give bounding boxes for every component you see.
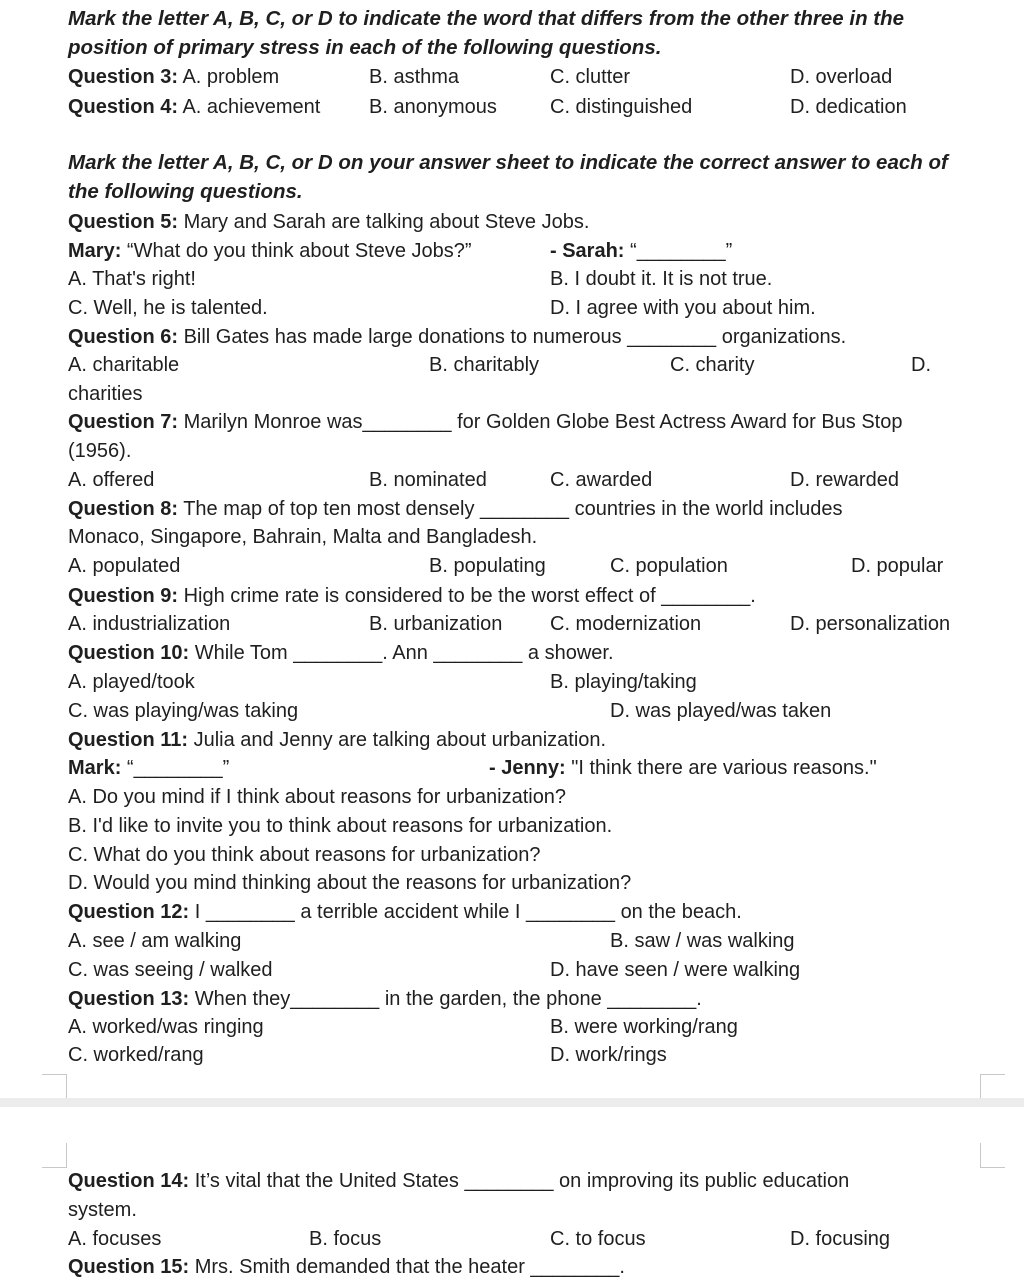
option-b: B. asthma: [369, 66, 460, 88]
question-text: While Tom ________. Ann ________ a shower.: [194, 642, 614, 664]
option-b: B. I'd like to invite you to think about reasons for urbanization.: [68, 815, 613, 837]
question-label: Question 4:: [68, 96, 179, 118]
question-8: [68, 496, 843, 522]
dialogue-line: [68, 238, 472, 264]
option-a: A. worked/was ringing: [68, 1016, 264, 1038]
question-text-continued: Monaco, Singapore, Bahrain, Malta and Bangladesh.: [68, 526, 538, 548]
option-d: D. rewarded: [790, 469, 899, 491]
instruction-line: the following questions.: [68, 180, 303, 203]
option-c: C. modernization: [550, 613, 702, 635]
option-b: B. charitably: [429, 354, 540, 376]
option-c: C. Well, he is talented.: [68, 297, 268, 319]
question-text: Bill Gates has made large donations to numerous ________ organizations.: [183, 326, 847, 348]
speaker: - Sarah:: [550, 240, 625, 262]
page-corner-mark: [42, 1074, 67, 1099]
page-break: [0, 1098, 1024, 1107]
option-b: B. I doubt it. It is not true.: [550, 268, 773, 290]
dialogue-text: “What do you think about Steve Jobs?”: [126, 240, 472, 262]
option-c: C. was seeing / walked: [68, 959, 273, 981]
question-text-continued: (1956).: [68, 440, 132, 462]
page-corner-mark: [980, 1074, 1005, 1099]
question-text: Mary and Sarah are talking about Steve Jobs.: [183, 211, 590, 233]
page-corner-mark: [980, 1143, 1005, 1168]
question-label: Question 12:: [68, 901, 190, 923]
question-5: [68, 209, 589, 235]
option-a: A. Do you mind if I think about reasons for urbanization?: [68, 786, 567, 808]
question-label: Question 5:: [68, 211, 179, 233]
question-label: Question 3:: [68, 66, 179, 88]
option-d: D. overload: [790, 66, 893, 88]
option-c: C. clutter: [550, 66, 631, 88]
option-c: C. charity: [670, 354, 755, 376]
question-text-continued: system.: [68, 1199, 137, 1221]
speaker: Mark:: [68, 757, 122, 779]
option-d: D. dedication: [790, 96, 907, 118]
option-d: D. Would you mind thinking about the reasons for urbanization?: [68, 872, 632, 894]
option-c: C. worked/rang: [68, 1044, 204, 1066]
speaker: - Jenny:: [489, 757, 566, 779]
option-d: D. popular: [851, 555, 944, 577]
option-b: B. urbanization: [369, 613, 503, 635]
dialogue-text: “________”: [630, 240, 733, 262]
option-c: C. distinguished: [550, 96, 693, 118]
option-b: B. saw / was walking: [610, 930, 795, 952]
dialogue-line: [68, 755, 229, 781]
question-label: Question 14:: [68, 1170, 190, 1192]
dialogue-line: [489, 755, 877, 781]
option-b: B. were working/rang: [550, 1016, 738, 1038]
question-text: Julia and Jenny are talking about urbanization.: [193, 729, 607, 751]
question-4: [68, 94, 320, 120]
option-b: B. anonymous: [369, 96, 497, 118]
question-text: When they________ in the garden, the phone ________.: [194, 988, 702, 1010]
question-6: [68, 324, 846, 350]
option-b: B. focus: [309, 1228, 382, 1250]
option-a: A. played/took: [68, 671, 195, 693]
question-label: Question 8:: [68, 498, 179, 520]
instruction-line: position of primary stress in each of the following questions.: [68, 36, 662, 59]
question-text: Marilyn Monroe was________ for Golden Globe Best Actress Award for Bus Stop: [183, 411, 903, 433]
option-d: D. work/rings: [550, 1044, 667, 1066]
question-label: Question 9:: [68, 585, 179, 607]
option-a: A. achievement: [182, 96, 321, 118]
question-label: Question 15:: [68, 1256, 190, 1278]
option-a: A. charitable: [68, 354, 180, 376]
option-c: C. to focus: [550, 1228, 646, 1250]
question-label: Question 6:: [68, 326, 179, 348]
dialogue-text: "I think there are various reasons.": [571, 757, 877, 779]
instruction-line: Mark the letter A, B, C, or D to indicate the word that differs from the other three in the: [68, 7, 905, 30]
instruction-line: Mark the letter A, B, C, or D on your answer sheet to indicate the correct answer to each of: [68, 151, 948, 174]
question-text: Mrs. Smith demanded that the heater ________.: [194, 1256, 625, 1278]
option-d: D. have seen / were walking: [550, 959, 801, 981]
option-d: D. I agree with you about him.: [550, 297, 816, 319]
option-b: B. playing/taking: [550, 671, 697, 693]
question-13: [68, 986, 702, 1012]
option-c: C. What do you think about reasons for urbanization?: [68, 844, 541, 866]
question-11: [68, 727, 606, 753]
option-b: B. populating: [429, 555, 546, 577]
option-c: C. was playing/was taking: [68, 700, 299, 722]
question-text: I ________ a terrible accident while I ________ on the beach.: [194, 901, 742, 923]
option-d: D. was played/was taken: [610, 700, 832, 722]
question-text: It’s vital that the United States ________ on improving its public education: [194, 1170, 850, 1192]
question-9: [68, 583, 756, 609]
option-d-letter: D.: [911, 354, 931, 376]
question-label: Question 13:: [68, 988, 190, 1010]
question-3: [68, 64, 279, 90]
option-d: D. personalization: [790, 613, 951, 635]
option-c: C. population: [610, 555, 728, 577]
question-7: [68, 409, 902, 435]
option-d: D. focusing: [790, 1228, 891, 1250]
question-10: [68, 640, 614, 666]
speaker: Mary:: [68, 240, 122, 262]
page-corner-mark: [42, 1143, 67, 1168]
option-c: C. awarded: [550, 469, 653, 491]
option-a: A. focuses: [68, 1228, 162, 1250]
option-b: B. nominated: [369, 469, 487, 491]
question-12: [68, 899, 742, 925]
option-a: A. populated: [68, 555, 181, 577]
option-a: A. That's right!: [68, 268, 196, 290]
option-a: A. industrialization: [68, 613, 231, 635]
option-d-text: charities: [68, 383, 143, 405]
question-text: High crime rate is considered to be the worst effect of ________.: [183, 585, 756, 607]
question-label: Question 11:: [68, 729, 189, 751]
dialogue-line: [550, 238, 732, 264]
option-a: A. see / am walking: [68, 930, 242, 952]
question-label: Question 7:: [68, 411, 179, 433]
option-a: A. problem: [182, 66, 280, 88]
question-15: [68, 1254, 625, 1280]
question-label: Question 10:: [68, 642, 190, 664]
option-a: A. offered: [68, 469, 155, 491]
question-text: The map of top ten most densely ________ countries in the world includes: [183, 498, 843, 520]
dialogue-text: “________”: [126, 757, 230, 779]
question-14: [68, 1168, 849, 1194]
